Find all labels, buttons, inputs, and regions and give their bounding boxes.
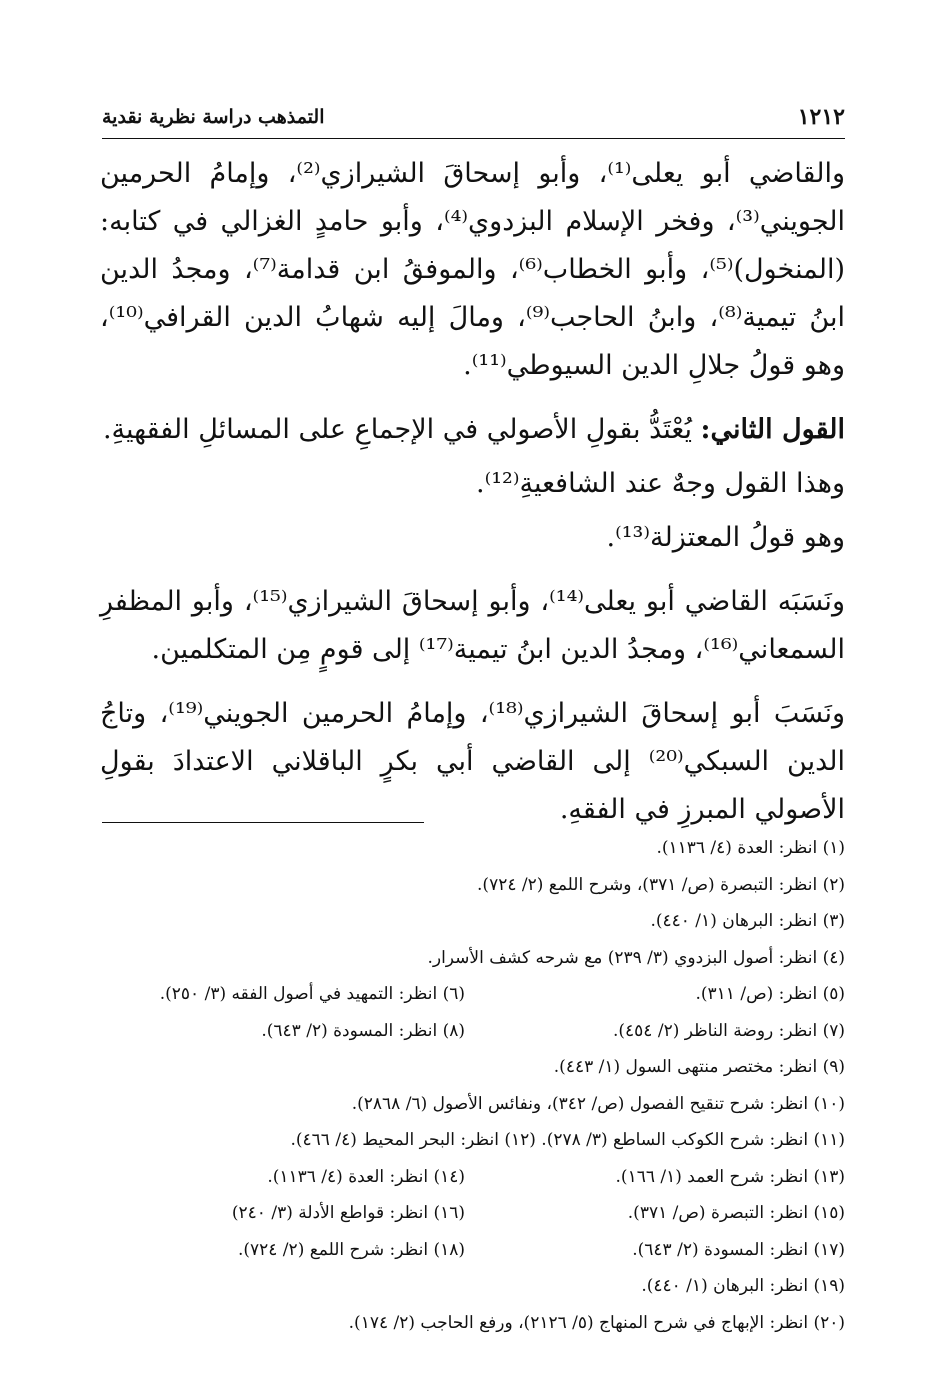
page-number: ١٢١٢	[797, 104, 845, 130]
footnote: (٤) انظر: أصول البزدوي (٣/ ٢٣٩) مع شرحه كشف الأسرار.	[427, 947, 845, 968]
paragraph-text: يُعْتَدُّ بقولِ الأصولي في الإجماعِ على المسائلِ الفقهيةِ.	[102, 414, 701, 445]
footnote-row	[100, 1159, 845, 1196]
footnote-row	[100, 830, 845, 867]
paragraph-text: والقاضي أبو يعلى⁽¹⁾، وأبو إسحاقَ الشيرازي⁽²⁾، وإمامُ الحرمين الجويني⁽³⁾، وفخر الإسلام البزدوي⁽⁴⁾، وأبو حامدٍ الغزالي في كتابه: (المنخول)⁽⁵⁾، وأبو الخطاب⁽⁶⁾، والموفقُ ابن قدامة⁽⁷⁾، ومجدُ الدين ابنُ تيمية⁽⁸⁾، وابنُ الحاجب⁽⁹⁾، ومالَ إليه شهابُ الدين القرافي⁽¹⁰⁾، وهو قولُ جلالِ الدين السيوطي⁽¹¹⁾.	[100, 158, 845, 381]
footnote-row	[100, 1268, 845, 1305]
footnote: (٣) انظر: البرهان (١/ ٤٤٠).	[650, 911, 845, 931]
footnote: (٨) انظر: المسودة (٢/ ٦٤٣).	[261, 1020, 465, 1041]
footnote: (٢) انظر: التبصرة (ص/ ٣٧١)، وشرح اللمع (٢/ ٧٢٤).	[477, 874, 845, 895]
footnote: (١٥) انظر: التبصرة (ص/ ٣٧١).	[627, 1203, 845, 1223]
footnote-row	[100, 1305, 845, 1342]
paragraph	[100, 514, 845, 562]
footnote-row	[100, 1086, 845, 1123]
footnote-row	[100, 1049, 845, 1086]
footnote-row	[100, 1195, 845, 1232]
paragraph	[100, 690, 845, 834]
footnote: (٩) انظر: مختصر منتهى السول (١/ ٤٤٣).	[553, 1057, 845, 1077]
footnote-row	[100, 903, 845, 940]
footnote: (١٤) انظر: العدة (٤/ ١١٣٦).	[267, 1166, 465, 1187]
running-title: التمذهب دراسة نظرية نقدية	[102, 106, 325, 128]
footnote-row	[100, 940, 845, 977]
footnote: (١٠) انظر: شرح تنقيح الفصول (ص/ ٣٤٢)، ونفائس الأصول (٦/ ٢٨٦٨).	[351, 1093, 845, 1114]
footnote: (١٧) انظر: المسودة (٢/ ٦٤٣).	[632, 1239, 845, 1260]
paragraph-text: ونَسَبَه القاضي أبو يعلى⁽¹⁴⁾، وأبو إسحاقَ الشيرازي⁽¹⁵⁾، وأبو المظفرِ السمعاني⁽¹⁶⁾، ومجدُ الدين ابنُ تيمية⁽¹⁷⁾ إلى قومٍ مِن المتكلمين.	[100, 586, 845, 665]
footnote: (١٦) انظر: قواطع الأدلة (٣/ ٢٤٠)	[231, 1203, 465, 1223]
footnote: (٥) انظر: (ص/ ٣١١).	[695, 984, 845, 1004]
footnote-separator	[102, 822, 424, 823]
paragraph	[100, 406, 845, 454]
footnote: (١) انظر: العدة (٤/ ١١٣٦).	[656, 838, 845, 858]
footnote-row	[100, 1232, 845, 1269]
footnote-row	[100, 976, 845, 1013]
paragraph-text: وهو قولُ المعتزلة⁽¹³⁾.	[606, 522, 845, 553]
footnote-row	[100, 1013, 845, 1050]
paragraph	[100, 150, 845, 390]
page-header	[102, 104, 845, 139]
paragraph-text: وهذا القول وجهٌ عند الشافعيةِ⁽¹²⁾.	[476, 468, 845, 499]
body-text	[100, 150, 845, 834]
paragraph	[100, 460, 845, 508]
footnote: (٦) انظر: التمهيد في أصول الفقه (٣/ ٢٥٠).	[159, 984, 465, 1004]
footnote: (٢٠) انظر: الإبهاج في شرح المنهاج (٥/ ٢١٢٦)، ورفع الحاجب (٢/ ١٧٤).	[348, 1312, 845, 1333]
footnote: (١١) انظر: شرح الكوكب الساطع (٣/ ٢٧٨). (١٢) انظر: البحر المحيط (٤/ ٤٦٦).	[290, 1130, 845, 1150]
footnote: (٧) انظر: روضة الناظر (٢/ ٤٥٤).	[613, 1020, 845, 1041]
footnote-row	[100, 867, 845, 904]
footnote: (١٩) انظر: البرهان (١/ ٤٤٠).	[641, 1276, 845, 1296]
footnote: (١٨) انظر: شرح اللمع (٢/ ٧٢٤).	[237, 1239, 465, 1260]
paragraph-label: القول الثاني:	[700, 414, 845, 445]
paragraph	[100, 578, 845, 674]
footnote: (١٣) انظر: شرح العمد (١/ ١٦٦).	[615, 1166, 845, 1187]
footnotes	[100, 830, 845, 1341]
footnote-row	[100, 1122, 845, 1159]
paragraph-text: ونَسَبَ أبو إسحاقَ الشيرازي⁽¹⁸⁾، وإمامُ الحرمين الجويني⁽¹⁹⁾، وتاجُ الدين السبكي⁽²⁰⁾ إلى القاضي أبي بكرٍ الباقلاني الاعتدادَ بقولِ الأصولي المبرزِ في الفقهِ.	[100, 698, 846, 825]
